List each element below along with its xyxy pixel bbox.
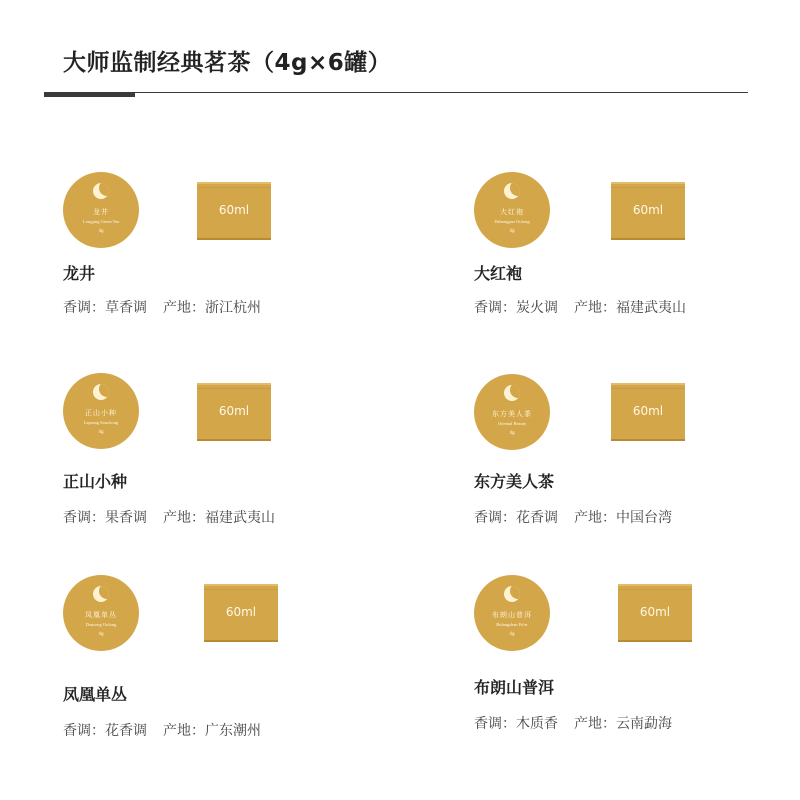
- aroma-value: 花香调: [516, 510, 558, 526]
- badge-english: Lapsang Souchong: [83, 420, 119, 425]
- origin-label: 产地：: [163, 723, 205, 739]
- aroma-label: 香调：: [63, 300, 105, 316]
- origin-label: 产地：: [163, 300, 205, 316]
- tea-name: 凤凰单丛: [63, 685, 128, 704]
- origin-value: 浙江杭州: [205, 300, 261, 316]
- tea-item-dahongpao: [474, 170, 774, 330]
- origin-label: 产地：: [574, 300, 616, 316]
- badge-weight: 4g: [98, 429, 104, 434]
- aroma-value: 木质香: [516, 716, 558, 732]
- moon-icon: [504, 183, 520, 199]
- jar-volume: 60ml: [632, 404, 664, 418]
- aroma-value: 炭火调: [516, 300, 558, 316]
- aroma-value: 草香调: [105, 300, 147, 316]
- page-title: 大师监制经典茗茶（4g×6罐）: [63, 50, 392, 76]
- tea-name: 大红袍: [474, 264, 523, 283]
- jar-volume: 60ml: [632, 203, 664, 217]
- badge-weight: 4g: [509, 228, 515, 233]
- badge-name: 东方美人茶: [492, 410, 532, 418]
- jar-volume: 60ml: [218, 203, 250, 217]
- badge-weight: 4g: [509, 430, 515, 435]
- badge-name: 凤凰单丛: [85, 611, 117, 619]
- tea-meta: [63, 507, 275, 527]
- tea-jar: [197, 182, 271, 240]
- origin-label: 产地：: [574, 716, 616, 732]
- origin-label: 产地：: [163, 510, 205, 526]
- badge-name: 布朗山普洱: [492, 611, 532, 619]
- badge-english: Bulangshan Pu'er: [496, 622, 528, 627]
- badge-weight: 4g: [98, 228, 104, 233]
- moon-icon: [93, 586, 109, 602]
- aroma-label: 香调：: [474, 510, 516, 526]
- origin-value: 福建武夷山: [205, 510, 275, 526]
- tea-jar: [618, 584, 692, 642]
- tea-badge: [63, 172, 139, 248]
- tea-meta: [63, 297, 261, 317]
- tea-badge: [474, 374, 550, 450]
- jar-volume: 60ml: [639, 605, 671, 619]
- badge-name: 大红袍: [500, 208, 524, 216]
- origin-value: 广东潮州: [205, 723, 261, 739]
- tea-item-fenghuangdancong: [63, 575, 363, 739]
- origin-value: 福建武夷山: [616, 300, 686, 316]
- moon-icon: [93, 183, 109, 199]
- origin-label: 产地：: [574, 510, 616, 526]
- badge-english: Dahongpao Oolong: [494, 219, 530, 224]
- badge-weight: 4g: [509, 631, 515, 636]
- aroma-label: 香调：: [474, 716, 516, 732]
- origin-value: 中国台湾: [616, 510, 672, 526]
- aroma-label: 香调：: [474, 300, 516, 316]
- moon-icon: [93, 384, 109, 400]
- moon-icon: [504, 586, 520, 602]
- aroma-value: 果香调: [105, 510, 147, 526]
- tea-item-bulangshanpuer: [474, 575, 774, 735]
- aroma-value: 花香调: [105, 723, 147, 739]
- tea-name: 正山小种: [63, 472, 128, 491]
- jar-volume: 60ml: [225, 605, 257, 619]
- tea-item-dongfangmeiren: [474, 373, 774, 533]
- origin-value: 云南勐海: [616, 716, 672, 732]
- badge-english: Dancong Oolong: [85, 622, 117, 627]
- aroma-label: 香调：: [63, 510, 105, 526]
- tea-jar: [611, 182, 685, 240]
- title-divider-accent: [44, 92, 135, 97]
- tea-item-longjing: [63, 170, 363, 330]
- tea-name: 布朗山普洱: [474, 678, 555, 697]
- moon-icon: [504, 385, 520, 401]
- badge-weight: 4g: [98, 631, 104, 636]
- badge-name: 龙井: [93, 208, 109, 216]
- tea-badge: [63, 373, 139, 449]
- tea-jar: [204, 584, 278, 642]
- tea-meta: [474, 297, 686, 317]
- tea-badge: [474, 575, 550, 651]
- badge-english: Oriental Beauty: [497, 421, 527, 426]
- badge-name: 正山小种: [85, 409, 117, 417]
- tea-badge: [474, 172, 550, 248]
- tea-item-zhengshanxiaozhong: [63, 373, 363, 533]
- jar-volume: 60ml: [218, 404, 250, 418]
- tea-meta: [63, 720, 261, 740]
- tea-badge: [63, 575, 139, 651]
- tea-name: 龙井: [63, 264, 96, 283]
- tea-jar: [611, 383, 685, 441]
- tea-jar: [197, 383, 271, 441]
- title-divider: [44, 92, 748, 93]
- tea-name: 东方美人茶: [474, 472, 555, 491]
- aroma-label: 香调：: [63, 723, 105, 739]
- badge-english: Longjing Green Tea: [82, 219, 120, 224]
- tea-meta: [474, 507, 672, 527]
- tea-meta: [474, 713, 672, 733]
